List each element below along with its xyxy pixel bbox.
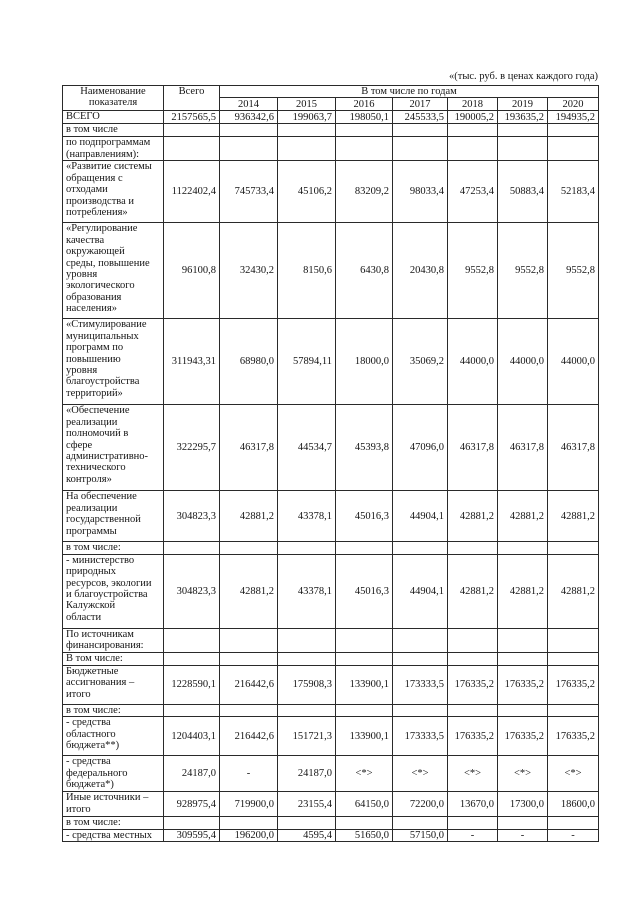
- cell-2019: 50883,4: [498, 161, 548, 223]
- cell-2016: 198050,1: [336, 111, 393, 124]
- cell-2018: 46317,8: [448, 405, 498, 491]
- cell-2016: [336, 542, 393, 554]
- cell-2020: 194935,2: [548, 111, 599, 124]
- cell-2014: 32430,2: [220, 223, 278, 319]
- table-row: [63, 717, 599, 756]
- cell-2016: [336, 704, 393, 716]
- cell-2020: 18600,0: [548, 792, 599, 817]
- row-label: Бюджетные ассигнования – итого: [63, 665, 164, 704]
- cell-total: [164, 704, 220, 716]
- cell-2018: [448, 817, 498, 829]
- header-indicator-name: Наименование показателя: [63, 86, 164, 111]
- cell-2019: 9552,8: [498, 223, 548, 319]
- cell-2018: 13670,0: [448, 792, 498, 817]
- cell-2015: 24187,0: [278, 756, 336, 792]
- header-year-2014: 2014: [220, 98, 278, 111]
- cell-2020: 44000,0: [548, 319, 599, 405]
- cell-2017: [393, 704, 448, 716]
- table-row: [63, 491, 599, 542]
- cell-2017: 173333,5: [393, 665, 448, 704]
- cell-2018: 190005,2: [448, 111, 498, 124]
- table-row: [63, 223, 599, 319]
- cell-2015: [278, 704, 336, 716]
- cell-2014: -: [220, 756, 278, 792]
- cell-2015: [278, 124, 336, 137]
- cell-2014: 68980,0: [220, 319, 278, 405]
- header-total: Всего: [164, 86, 220, 111]
- cell-total: [164, 652, 220, 665]
- table-row: [63, 628, 599, 652]
- cell-2017: [393, 542, 448, 554]
- cell-2017: <*>: [393, 756, 448, 792]
- cell-2017: 20430,8: [393, 223, 448, 319]
- cell-2017: [393, 124, 448, 137]
- table-row: [63, 319, 599, 405]
- cell-total: 304823,3: [164, 554, 220, 628]
- table-row: [63, 405, 599, 491]
- cell-2018: [448, 628, 498, 652]
- cell-2014: 216442,6: [220, 717, 278, 756]
- row-label: ВСЕГО: [63, 111, 164, 124]
- table-row: [63, 665, 599, 704]
- cell-2018: <*>: [448, 756, 498, 792]
- cell-2015: [278, 542, 336, 554]
- cell-2015: 44534,7: [278, 405, 336, 491]
- cell-total: 928975,4: [164, 792, 220, 817]
- cell-2017: 98033,4: [393, 161, 448, 223]
- cell-total: 1204403,1: [164, 717, 220, 756]
- cell-total: [164, 628, 220, 652]
- cell-2018: [448, 652, 498, 665]
- cell-2020: [548, 704, 599, 716]
- cell-2017: 44904,1: [393, 491, 448, 542]
- cell-2019: 44000,0: [498, 319, 548, 405]
- cell-2017: 47096,0: [393, 405, 448, 491]
- cell-total: [164, 817, 220, 829]
- cell-2016: [336, 124, 393, 137]
- cell-2018: [448, 542, 498, 554]
- cell-2016: 18000,0: [336, 319, 393, 405]
- cell-total: 1122402,4: [164, 161, 220, 223]
- cell-2018: [448, 704, 498, 716]
- cell-2014: [220, 542, 278, 554]
- cell-2014: 745733,4: [220, 161, 278, 223]
- table-row: [63, 652, 599, 665]
- cell-2018: 176335,2: [448, 665, 498, 704]
- cell-2014: 196200,0: [220, 829, 278, 841]
- cell-2019: 193635,2: [498, 111, 548, 124]
- cell-2020: [548, 628, 599, 652]
- cell-2016: <*>: [336, 756, 393, 792]
- cell-2019: -: [498, 829, 548, 841]
- cell-total: 2157565,5: [164, 111, 220, 124]
- row-label: В том числе:: [63, 652, 164, 665]
- cell-2019: [498, 542, 548, 554]
- cell-2017: [393, 628, 448, 652]
- row-label: в том числе:: [63, 817, 164, 829]
- row-label: - министерство природных ресурсов, экологии и благоустройства Калужской области: [63, 554, 164, 628]
- row-label: «Регулирование качества окружающей среды, повышение уровня экологического образования населения»: [63, 223, 164, 319]
- cell-total: 309595,4: [164, 829, 220, 841]
- cell-2016: [336, 652, 393, 665]
- header-year-2015: 2015: [278, 98, 336, 111]
- header-year-2016: 2016: [336, 98, 393, 111]
- cell-2019: 176335,2: [498, 665, 548, 704]
- cell-2014: 42881,2: [220, 491, 278, 542]
- row-label: На обеспечение реализации государственной программы: [63, 491, 164, 542]
- cell-2016: [336, 628, 393, 652]
- cell-2018: 176335,2: [448, 717, 498, 756]
- row-label: «Стимулирование муниципальных программ по повышению уровня благоустройства территорий»: [63, 319, 164, 405]
- header-row: [63, 86, 599, 98]
- table-row: [63, 704, 599, 716]
- cell-2016: [336, 137, 393, 161]
- cell-2017: [393, 817, 448, 829]
- cell-2018: -: [448, 829, 498, 841]
- units-note: «(тыс. руб. в ценах каждого года): [449, 71, 598, 82]
- row-label: - средства федерального бюджета*): [63, 756, 164, 792]
- cell-2015: 57894,11: [278, 319, 336, 405]
- cell-2014: [220, 137, 278, 161]
- cell-2016: 45016,3: [336, 554, 393, 628]
- cell-2020: 176335,2: [548, 665, 599, 704]
- cell-2020: -: [548, 829, 599, 841]
- cell-2017: [393, 652, 448, 665]
- cell-total: 1228590,1: [164, 665, 220, 704]
- cell-2015: 8150,6: [278, 223, 336, 319]
- cell-2018: 47253,4: [448, 161, 498, 223]
- cell-2018: 9552,8: [448, 223, 498, 319]
- cell-2014: [220, 628, 278, 652]
- cell-2020: [548, 137, 599, 161]
- cell-2015: 4595,4: [278, 829, 336, 841]
- row-label: по подпрограммам (направлениям):: [63, 137, 164, 161]
- cell-2016: 6430,8: [336, 223, 393, 319]
- cell-2019: 42881,2: [498, 554, 548, 628]
- table-row: [63, 554, 599, 628]
- cell-2015: [278, 137, 336, 161]
- cell-2018: 42881,2: [448, 554, 498, 628]
- row-label: в том числе: [63, 124, 164, 137]
- cell-total: [164, 137, 220, 161]
- cell-2019: <*>: [498, 756, 548, 792]
- cell-2015: [278, 817, 336, 829]
- cell-2019: 42881,2: [498, 491, 548, 542]
- cell-2016: 133900,1: [336, 665, 393, 704]
- cell-2020: 52183,4: [548, 161, 599, 223]
- cell-2015: 151721,3: [278, 717, 336, 756]
- cell-2014: 216442,6: [220, 665, 278, 704]
- cell-2019: [498, 817, 548, 829]
- cell-2014: 46317,8: [220, 405, 278, 491]
- row-label: По источникам финансирования:: [63, 628, 164, 652]
- cell-2020: 42881,2: [548, 491, 599, 542]
- header-year-2018: 2018: [448, 98, 498, 111]
- cell-2015: 199063,7: [278, 111, 336, 124]
- cell-2014: [220, 124, 278, 137]
- cell-2016: 45016,3: [336, 491, 393, 542]
- cell-2014: [220, 652, 278, 665]
- table-row: [63, 542, 599, 554]
- cell-2016: [336, 817, 393, 829]
- header-year-2017: 2017: [393, 98, 448, 111]
- cell-2020: [548, 124, 599, 137]
- cell-2015: 45106,2: [278, 161, 336, 223]
- row-label: в том числе:: [63, 704, 164, 716]
- cell-2017: 35069,2: [393, 319, 448, 405]
- table-row: [63, 817, 599, 829]
- table-row: [63, 829, 599, 841]
- cell-2014: 936342,6: [220, 111, 278, 124]
- cell-2015: 43378,1: [278, 491, 336, 542]
- row-label: в том числе:: [63, 542, 164, 554]
- cell-2014: 42881,2: [220, 554, 278, 628]
- cell-2019: [498, 704, 548, 716]
- cell-2019: [498, 137, 548, 161]
- row-label: - средства местных: [63, 829, 164, 841]
- table-row: [63, 792, 599, 817]
- cell-2017: 72200,0: [393, 792, 448, 817]
- cell-total: 322295,7: [164, 405, 220, 491]
- cell-2020: [548, 652, 599, 665]
- cell-2014: [220, 817, 278, 829]
- cell-2014: [220, 704, 278, 716]
- table-row: [63, 111, 599, 124]
- cell-2018: 42881,2: [448, 491, 498, 542]
- cell-2018: 44000,0: [448, 319, 498, 405]
- table-body: [63, 111, 599, 842]
- cell-2015: [278, 652, 336, 665]
- cell-2017: 44904,1: [393, 554, 448, 628]
- cell-2016: 64150,0: [336, 792, 393, 817]
- budget-table: [62, 85, 599, 842]
- row-label: «Развитие системы обращения с отходами производства и потребления»: [63, 161, 164, 223]
- table-row: [63, 124, 599, 137]
- cell-2019: 176335,2: [498, 717, 548, 756]
- header-year-2020: 2020: [548, 98, 599, 111]
- cell-2020: [548, 542, 599, 554]
- cell-2019: 46317,8: [498, 405, 548, 491]
- cell-total: 96100,8: [164, 223, 220, 319]
- cell-2020: 46317,8: [548, 405, 599, 491]
- cell-2015: [278, 628, 336, 652]
- row-label: «Обеспечение реализации полномочий в сфере административно- технического контроля»: [63, 405, 164, 491]
- cell-2016: 51650,0: [336, 829, 393, 841]
- cell-2016: 133900,1: [336, 717, 393, 756]
- cell-2019: [498, 628, 548, 652]
- cell-2016: 83209,2: [336, 161, 393, 223]
- cell-2019: [498, 124, 548, 137]
- cell-2020: 176335,2: [548, 717, 599, 756]
- cell-2015: 23155,4: [278, 792, 336, 817]
- cell-total: 311943,31: [164, 319, 220, 405]
- table-row: [63, 756, 599, 792]
- row-label: Иные источники – итого: [63, 792, 164, 817]
- table-row: [63, 161, 599, 223]
- cell-2019: 17300,0: [498, 792, 548, 817]
- row-label: - средства областного бюджета**): [63, 717, 164, 756]
- cell-2016: 45393,8: [336, 405, 393, 491]
- cell-2017: [393, 137, 448, 161]
- cell-2017: 57150,0: [393, 829, 448, 841]
- table-row: [63, 137, 599, 161]
- cell-2019: [498, 652, 548, 665]
- cell-2020: <*>: [548, 756, 599, 792]
- cell-2015: 175908,3: [278, 665, 336, 704]
- header-year-2019: 2019: [498, 98, 548, 111]
- header-years-group: В том числе по годам: [220, 86, 599, 98]
- cell-total: [164, 542, 220, 554]
- cell-2017: 173333,5: [393, 717, 448, 756]
- cell-2017: 245533,5: [393, 111, 448, 124]
- cell-2018: [448, 137, 498, 161]
- cell-2018: [448, 124, 498, 137]
- cell-2020: [548, 817, 599, 829]
- cell-total: 24187,0: [164, 756, 220, 792]
- cell-total: 304823,3: [164, 491, 220, 542]
- cell-total: [164, 124, 220, 137]
- cell-2020: 9552,8: [548, 223, 599, 319]
- cell-2015: 43378,1: [278, 554, 336, 628]
- cell-2014: 719900,0: [220, 792, 278, 817]
- cell-2020: 42881,2: [548, 554, 599, 628]
